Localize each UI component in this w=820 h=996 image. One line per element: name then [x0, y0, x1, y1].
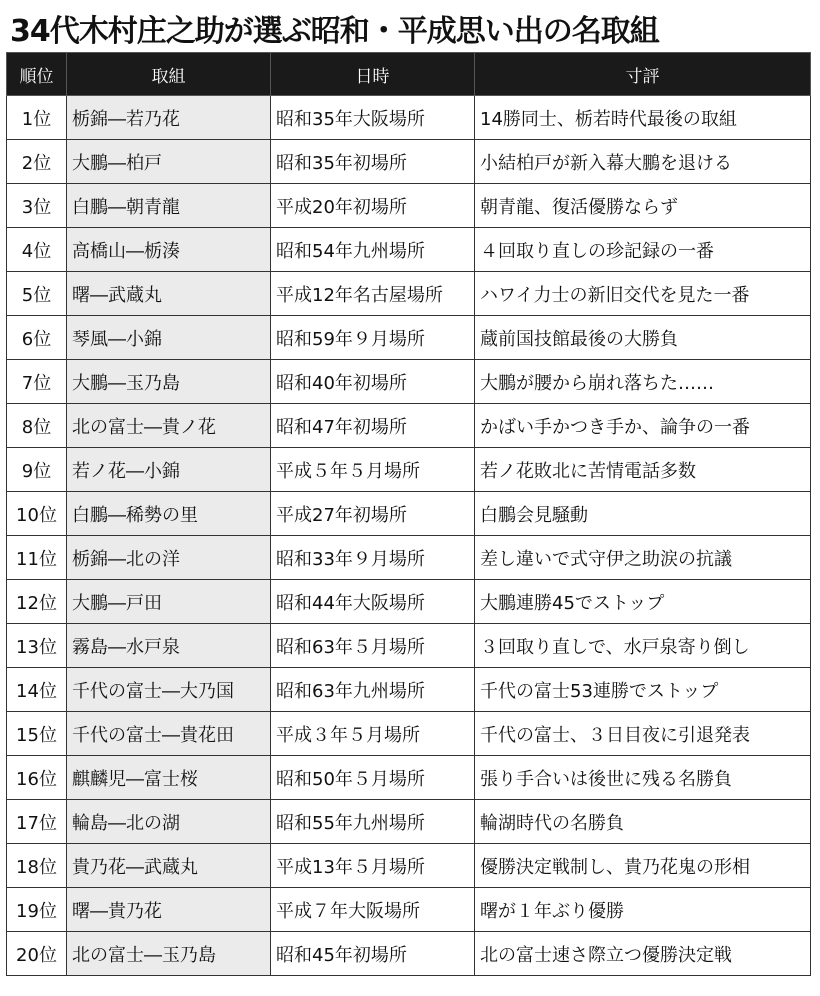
date-cell: 昭和59年９月場所	[271, 316, 475, 360]
date-cell: 昭和47年初場所	[271, 404, 475, 448]
comment-cell: 大鵬連勝45でストップ	[475, 580, 811, 624]
rank-cell: 16位	[7, 756, 67, 800]
bout-cell: 北の富士―玉乃島	[67, 932, 271, 976]
date-cell: 昭和50年５月場所	[271, 756, 475, 800]
table-row	[7, 272, 811, 316]
table-row	[7, 580, 811, 624]
comment-cell: 小結柏戸が新入幕大鵬を退ける	[475, 140, 811, 184]
bout-cell: 貴乃花―武蔵丸	[67, 844, 271, 888]
bout-cell: 大鵬―戸田	[67, 580, 271, 624]
date-cell: 昭和55年九州場所	[271, 800, 475, 844]
bout-cell: 曙―貴乃花	[67, 888, 271, 932]
comment-cell: ３回取り直しで、水戸泉寄り倒し	[475, 624, 811, 668]
comment-cell: 差し違いで式守伊之助涙の抗議	[475, 536, 811, 580]
comment-cell: かばい手かつき手か、論争の一番	[475, 404, 811, 448]
date-cell: 平成３年５月場所	[271, 712, 475, 756]
table-row	[7, 712, 811, 756]
rank-cell: 9位	[7, 448, 67, 492]
comment-cell: 大鵬が腰から崩れ落ちた……	[475, 360, 811, 404]
date-cell: 昭和63年九州場所	[271, 668, 475, 712]
bout-cell: 麒麟児―富士桜	[67, 756, 271, 800]
date-cell: 昭和35年大阪場所	[271, 96, 475, 140]
header-comment: 寸評	[475, 53, 811, 96]
table-row	[7, 888, 811, 932]
date-cell: 昭和45年初場所	[271, 932, 475, 976]
rank-cell: 14位	[7, 668, 67, 712]
date-cell: 平成７年大阪場所	[271, 888, 475, 932]
date-cell: 平成12年名古屋場所	[271, 272, 475, 316]
table-row	[7, 800, 811, 844]
bout-cell: 千代の富士―大乃国	[67, 668, 271, 712]
header-bout: 取組	[67, 53, 271, 96]
bout-cell: 白鵬―稀勢の里	[67, 492, 271, 536]
comment-cell: 千代の富士53連勝でストップ	[475, 668, 811, 712]
header-rank: 順位	[7, 53, 67, 96]
rank-cell: 3位	[7, 184, 67, 228]
table-row	[7, 756, 811, 800]
comment-cell: ハワイ力士の新旧交代を見た一番	[475, 272, 811, 316]
date-cell: 平成13年５月場所	[271, 844, 475, 888]
rank-cell: 1位	[7, 96, 67, 140]
date-cell: 昭和35年初場所	[271, 140, 475, 184]
table-row	[7, 844, 811, 888]
comment-cell: 千代の富士、３日目夜に引退発表	[475, 712, 811, 756]
date-cell: 平成27年初場所	[271, 492, 475, 536]
rank-cell: 6位	[7, 316, 67, 360]
rank-cell: 18位	[7, 844, 67, 888]
table-row	[7, 316, 811, 360]
table-body	[7, 96, 811, 976]
table-row	[7, 536, 811, 580]
rank-cell: 7位	[7, 360, 67, 404]
bout-cell: 栃錦―若乃花	[67, 96, 271, 140]
rank-cell: 19位	[7, 888, 67, 932]
comment-cell: 輪湖時代の名勝負	[475, 800, 811, 844]
comment-cell: 張り手合いは後世に残る名勝負	[475, 756, 811, 800]
bout-cell: 輪島―北の湖	[67, 800, 271, 844]
rank-cell: 15位	[7, 712, 67, 756]
rankings-table	[6, 52, 811, 976]
comment-cell: 優勝決定戦制し、貴乃花鬼の形相	[475, 844, 811, 888]
bout-cell: 曙―武蔵丸	[67, 272, 271, 316]
comment-cell: 白鵬会見騒動	[475, 492, 811, 536]
table-row	[7, 184, 811, 228]
rank-cell: 4位	[7, 228, 67, 272]
bout-cell: 若ノ花―小錦	[67, 448, 271, 492]
date-cell: 平成５年５月場所	[271, 448, 475, 492]
date-cell: 昭和33年９月場所	[271, 536, 475, 580]
rank-cell: 20位	[7, 932, 67, 976]
comment-cell: 曙が１年ぶり優勝	[475, 888, 811, 932]
rank-cell: 17位	[7, 800, 67, 844]
comment-cell: 蔵前国技館最後の大勝負	[475, 316, 811, 360]
bout-cell: 千代の富士―貴花田	[67, 712, 271, 756]
rank-cell: 10位	[7, 492, 67, 536]
table-row	[7, 140, 811, 184]
page-title: 34代木村庄之助が選ぶ昭和・平成思い出の名取組	[10, 14, 659, 49]
bout-cell: 白鵬―朝青龍	[67, 184, 271, 228]
bout-cell: 琴風―小錦	[67, 316, 271, 360]
rank-cell: 8位	[7, 404, 67, 448]
table-row	[7, 404, 811, 448]
date-cell: 昭和54年九州場所	[271, 228, 475, 272]
table-row	[7, 96, 811, 140]
rank-cell: 13位	[7, 624, 67, 668]
bout-cell: 栃錦―北の洋	[67, 536, 271, 580]
rank-cell: 11位	[7, 536, 67, 580]
table-row	[7, 360, 811, 404]
rank-cell: 12位	[7, 580, 67, 624]
comment-cell: 朝青龍、復活優勝ならず	[475, 184, 811, 228]
bout-cell: 大鵬―玉乃島	[67, 360, 271, 404]
table-header-row	[7, 53, 811, 96]
table-row	[7, 228, 811, 272]
comment-cell: 若ノ花敗北に苦情電話多数	[475, 448, 811, 492]
comment-cell: 北の富士速さ際立つ優勝決定戦	[475, 932, 811, 976]
comment-cell: 14勝同士、栃若時代最後の取組	[475, 96, 811, 140]
bout-cell: 高橋山―栃湊	[67, 228, 271, 272]
table-row	[7, 624, 811, 668]
date-cell: 昭和44年大阪場所	[271, 580, 475, 624]
rank-cell: 2位	[7, 140, 67, 184]
bout-cell: 霧島―水戸泉	[67, 624, 271, 668]
date-cell: 平成20年初場所	[271, 184, 475, 228]
table-row	[7, 448, 811, 492]
bout-cell: 大鵬―柏戸	[67, 140, 271, 184]
table-row	[7, 668, 811, 712]
rank-cell: 5位	[7, 272, 67, 316]
comment-cell: ４回取り直しの珍記録の一番	[475, 228, 811, 272]
table-row	[7, 932, 811, 976]
date-cell: 昭和63年５月場所	[271, 624, 475, 668]
date-cell: 昭和40年初場所	[271, 360, 475, 404]
bout-cell: 北の富士―貴ノ花	[67, 404, 271, 448]
header-date: 日時	[271, 53, 475, 96]
table-row	[7, 492, 811, 536]
